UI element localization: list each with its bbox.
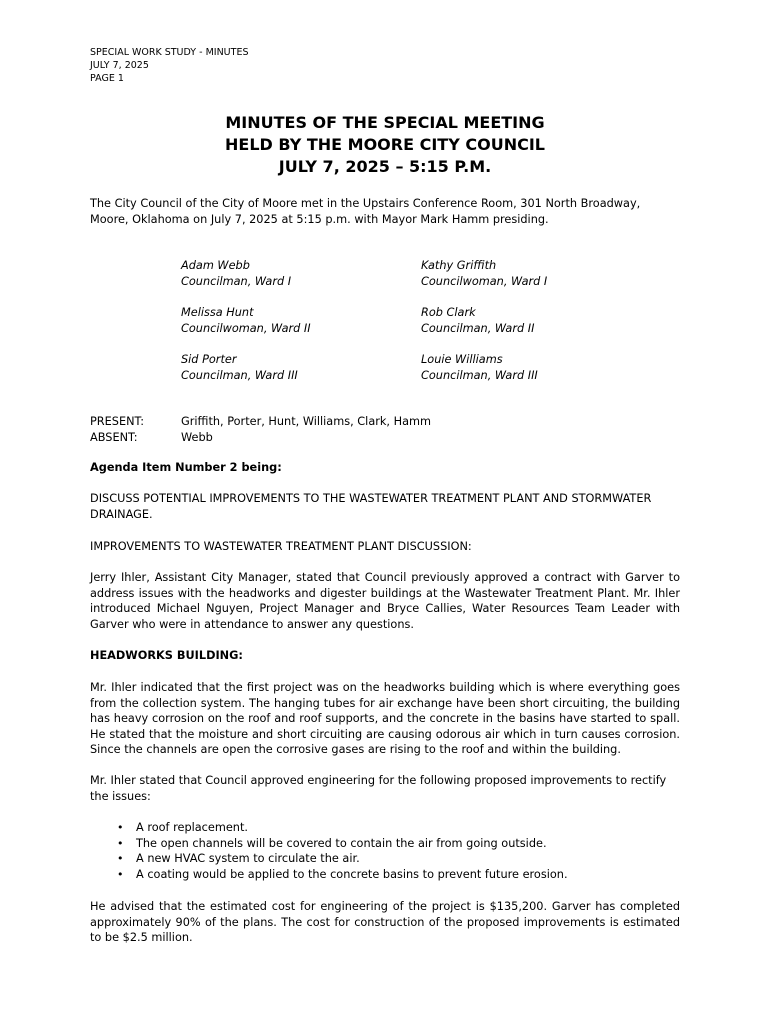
present-value: Griffith, Porter, Hunt, Williams, Clark, Hamm xyxy=(181,415,432,428)
council-members xyxy=(181,258,661,399)
title-line-1: MINUTES OF THE SPECIAL MEETING xyxy=(225,113,545,132)
council-row xyxy=(181,258,661,305)
member-role: Councilman, Ward II xyxy=(421,321,535,335)
discussion-paragraph: Jerry Ihler, Assistant City Manager, stated that Council previously approved a contract with Garver to address issues with the headworks and digester buildings at the Wastewater Treatment Plant. Mr. Ihler introduced Michael Nguyen, Project Manager and Bryce Callies, Water Resources Team Leader with Garver who were in attendance to answer any questions. xyxy=(90,571,680,631)
list-item xyxy=(117,820,568,836)
approved-paragraph: Mr. Ihler stated that Council approved engineering for the following proposed improvements to rectify the issues: xyxy=(90,774,667,803)
intro-paragraph: The City Council of the City of Moore met in the Upstairs Conference Room, 301 North Broadway, Moore, Oklahoma on July 7, 2025 at 5:15 p.m. with Mayor Mark Hamm presiding. xyxy=(90,197,641,226)
list-item xyxy=(117,836,568,852)
document-title xyxy=(0,112,770,178)
improvements-list xyxy=(117,820,568,882)
member-name: Kathy Griffith xyxy=(421,259,497,272)
absent-value: Webb xyxy=(181,430,213,444)
council-member xyxy=(421,258,661,305)
discussion-heading: IMPROVEMENTS TO WASTEWATER TREATMENT PLANT DISCUSSION: xyxy=(90,540,472,553)
present-row xyxy=(90,414,431,430)
member-role: Councilman, Ward III xyxy=(421,368,538,382)
council-member xyxy=(421,352,661,399)
council-member xyxy=(181,305,421,352)
council-row xyxy=(181,352,661,399)
headworks-heading: HEADWORKS BUILDING: xyxy=(90,649,243,662)
member-name: Rob Clark xyxy=(421,306,476,319)
header-line-1: SPECIAL WORK STUDY - MINUTES xyxy=(90,47,249,58)
member-role: Councilwoman, Ward I xyxy=(421,274,548,288)
agenda-heading: Agenda Item Number 2 being: xyxy=(90,461,282,474)
header-line-3: PAGE 1 xyxy=(90,73,124,84)
title-line-2: HELD BY THE MOORE CITY COUNCIL xyxy=(225,135,545,154)
cost-paragraph: He advised that the estimated cost for engineering of the project is $135,200. Garver has completed approximately 90% of the plans. The cost for construction of the proposed improvements is estimated to be $2.5 million. xyxy=(90,900,680,944)
list-item xyxy=(117,851,568,867)
agenda-item: DISCUSS POTENTIAL IMPROVEMENTS TO THE WASTEWATER TREATMENT PLANT AND STORMWATER DRAINAGE. xyxy=(90,492,652,521)
page-header xyxy=(90,46,248,85)
member-name: Adam Webb xyxy=(181,259,250,272)
list-item-text: A roof replacement. xyxy=(136,821,248,834)
absent-label: ABSENT: xyxy=(90,430,138,444)
list-item-text: A new HVAC system to circulate the air. xyxy=(136,852,360,865)
bullet-icon: • xyxy=(117,852,124,865)
bullet-icon: • xyxy=(117,867,124,881)
attendance-block xyxy=(90,414,431,445)
title-line-3: JULY 7, 2025 – 5:15 P.M. xyxy=(278,157,492,176)
council-member xyxy=(421,305,661,352)
headworks-paragraph: Mr. Ihler indicated that the first project was on the headworks building which is where everything goes from the collection system. The hanging tubes for air exchange have been short circuiting, the building has heavy corrosion on the roof and roof supports, and the concrete in the basins have started to spall. He stated that the moisture and short circuiting are causing odorous air which in turn causes corrosion. Since the channels are open the corrosive gases are rising to the roof and within the building. xyxy=(90,681,680,756)
list-item xyxy=(117,867,568,883)
absent-row xyxy=(90,430,431,446)
present-label: PRESENT: xyxy=(90,415,145,428)
list-item-text: A coating would be applied to the concrete basins to prevent future erosion. xyxy=(136,867,568,881)
bullet-icon: • xyxy=(117,821,124,834)
council-member xyxy=(181,258,421,305)
council-row xyxy=(181,305,661,352)
member-role: Councilman, Ward I xyxy=(181,274,292,288)
member-role: Councilman, Ward III xyxy=(181,368,298,382)
member-name: Melissa Hunt xyxy=(181,306,254,319)
header-line-2: JULY 7, 2025 xyxy=(90,60,149,71)
member-name: Sid Porter xyxy=(181,353,237,366)
member-role: Councilwoman, Ward II xyxy=(181,321,311,335)
council-member xyxy=(181,352,421,399)
member-name: Louie Williams xyxy=(421,353,503,366)
list-item-text: The open channels will be covered to contain the air from going outside. xyxy=(136,836,547,850)
bullet-icon: • xyxy=(117,836,124,850)
